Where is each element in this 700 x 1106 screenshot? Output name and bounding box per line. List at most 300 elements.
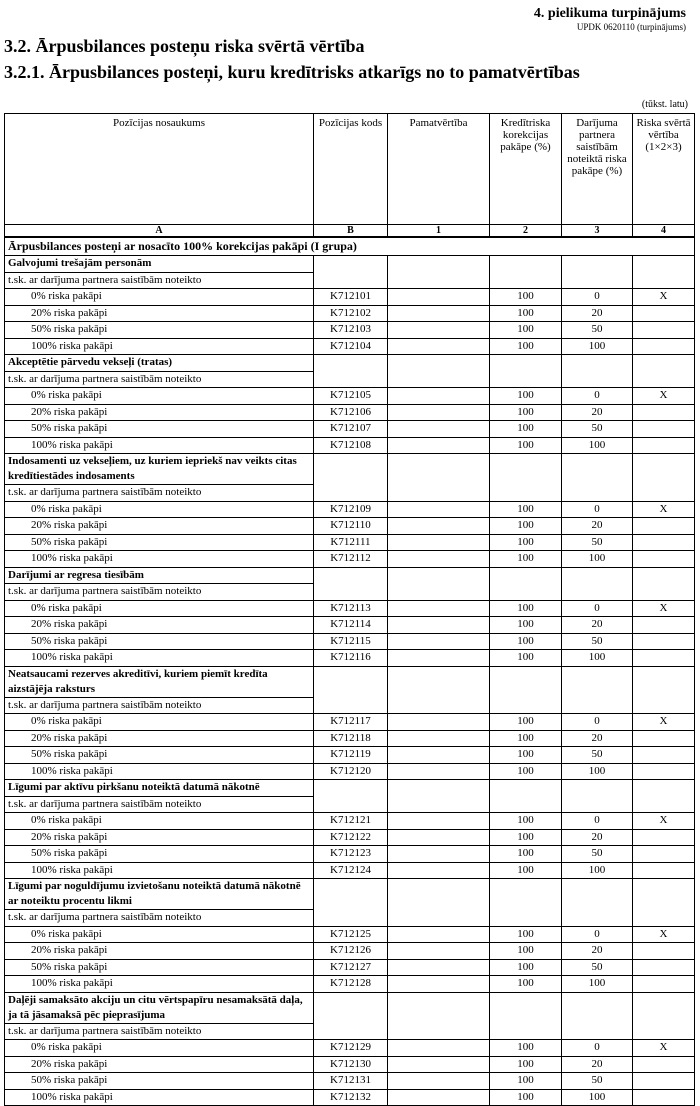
empty-cell xyxy=(633,910,695,927)
risk-level-label: 0% riska pakāpi xyxy=(5,600,314,617)
risk-level-label: 50% riska pakāpi xyxy=(5,959,314,976)
not-applicable-mark: X xyxy=(633,289,695,306)
correction-value: 100 xyxy=(490,959,562,976)
position-code: K712123 xyxy=(314,846,388,863)
table-row xyxy=(5,714,695,731)
position-code: K712128 xyxy=(314,976,388,993)
table-row xyxy=(5,763,695,780)
position-code: K712121 xyxy=(314,813,388,830)
partner-risk-weight: 0 xyxy=(562,813,633,830)
correction-value: 100 xyxy=(490,943,562,960)
risk-level-label: 0% riska pakāpi xyxy=(5,1040,314,1057)
section-heading: 3.2. Ārpusbilances posteņu riska svērtā vērtība xyxy=(4,36,365,56)
empty-cell xyxy=(388,355,490,372)
table-row xyxy=(5,322,695,339)
correction-value: 100 xyxy=(490,813,562,830)
table-row xyxy=(5,846,695,863)
empty-cell xyxy=(490,992,562,1023)
sub-label: t.sk. ar darījuma partnera saistībām noteikto xyxy=(5,796,314,813)
correction-value: 100 xyxy=(490,763,562,780)
col-header-partner-risk: Darījuma partnera saistībām noteiktā riska pakāpe (%) xyxy=(562,114,633,225)
not-applicable-mark: X xyxy=(633,388,695,405)
empty-cell xyxy=(490,371,562,388)
empty-cell xyxy=(314,666,388,697)
empty-cell xyxy=(490,796,562,813)
table-row xyxy=(5,501,695,518)
position-code: K712114 xyxy=(314,617,388,634)
subtotal-label-row xyxy=(5,584,695,601)
empty-cell xyxy=(388,454,490,485)
position-code: K712118 xyxy=(314,730,388,747)
base-value-cell[interactable] xyxy=(388,747,490,764)
group-title: Neatsaucami rezerves akreditīvi, kuriem piemīt kredīta aizstājēja raksturs xyxy=(5,666,314,697)
base-value-cell[interactable] xyxy=(388,813,490,830)
position-code: K712132 xyxy=(314,1089,388,1106)
col-letter: 3 xyxy=(562,225,633,238)
col-letter: 2 xyxy=(490,225,562,238)
risk-level-label: 50% riska pakāpi xyxy=(5,633,314,650)
partner-risk-weight: 50 xyxy=(562,1073,633,1090)
group-title: Līgumi par aktīvu pirkšanu noteiktā datumā nākotnē xyxy=(5,780,314,797)
group-title: Līgumi par noguldījumu izvietošanu noteiktā datumā nākotnē ar noteiktu procentu likmi xyxy=(5,879,314,910)
empty-cell xyxy=(562,992,633,1023)
position-code: K712125 xyxy=(314,926,388,943)
empty-cell xyxy=(562,371,633,388)
position-code: K712130 xyxy=(314,1056,388,1073)
base-value-cell[interactable] xyxy=(388,518,490,535)
header-row xyxy=(5,114,695,225)
empty-cell xyxy=(490,485,562,502)
group-title-row xyxy=(5,992,695,1023)
section-title: Ārpusbilances posteņi ar nosacīto 100% korekcijas pakāpi (I grupa) xyxy=(5,237,695,256)
empty-cell xyxy=(633,256,695,273)
correction-value: 100 xyxy=(490,437,562,454)
correction-value: 100 xyxy=(490,338,562,355)
empty-cell xyxy=(633,567,695,584)
group-title-row xyxy=(5,666,695,697)
table-row xyxy=(5,534,695,551)
risk-level-label: 50% riska pakāpi xyxy=(5,421,314,438)
not-applicable-mark: X xyxy=(633,600,695,617)
empty-cell xyxy=(633,879,695,910)
correction-value: 100 xyxy=(490,322,562,339)
weighted-value-cell[interactable] xyxy=(633,650,695,667)
group-title-row xyxy=(5,256,695,273)
table-row xyxy=(5,1089,695,1106)
empty-cell xyxy=(562,256,633,273)
empty-cell xyxy=(314,992,388,1023)
position-code: K712129 xyxy=(314,1040,388,1057)
partner-risk-weight: 20 xyxy=(562,518,633,535)
not-applicable-mark: X xyxy=(633,813,695,830)
empty-cell xyxy=(388,992,490,1023)
risk-level-label: 50% riska pakāpi xyxy=(5,1073,314,1090)
weighted-value-cell[interactable] xyxy=(633,976,695,993)
correction-value: 100 xyxy=(490,1056,562,1073)
table-row xyxy=(5,617,695,634)
weighted-value-cell[interactable] xyxy=(633,959,695,976)
base-value-cell[interactable] xyxy=(388,501,490,518)
risk-level-label: 0% riska pakāpi xyxy=(5,714,314,731)
position-code: K712108 xyxy=(314,437,388,454)
weighted-value-cell[interactable] xyxy=(633,305,695,322)
base-value-cell[interactable] xyxy=(388,600,490,617)
weighted-value-cell[interactable] xyxy=(633,421,695,438)
table-row xyxy=(5,926,695,943)
partner-risk-weight: 50 xyxy=(562,633,633,650)
correction-value: 100 xyxy=(490,862,562,879)
risk-level-label: 100% riska pakāpi xyxy=(5,437,314,454)
base-value-cell[interactable] xyxy=(388,551,490,568)
risk-level-label: 100% riska pakāpi xyxy=(5,763,314,780)
correction-value: 100 xyxy=(490,714,562,731)
weighted-value-cell[interactable] xyxy=(633,943,695,960)
empty-cell xyxy=(314,780,388,797)
partner-risk-weight: 100 xyxy=(562,437,633,454)
empty-cell xyxy=(388,1023,490,1040)
empty-cell xyxy=(388,910,490,927)
empty-cell xyxy=(562,697,633,714)
table-row xyxy=(5,338,695,355)
table-row xyxy=(5,976,695,993)
correction-value: 100 xyxy=(490,926,562,943)
correction-value: 100 xyxy=(490,730,562,747)
empty-cell xyxy=(388,256,490,273)
correction-value: 100 xyxy=(490,633,562,650)
risk-level-label: 0% riska pakāpi xyxy=(5,813,314,830)
empty-cell xyxy=(388,272,490,289)
sub-label: t.sk. ar darījuma partnera saistībām noteikto xyxy=(5,910,314,927)
position-code: K712106 xyxy=(314,404,388,421)
empty-cell xyxy=(633,454,695,485)
partner-risk-weight: 50 xyxy=(562,747,633,764)
position-code: K712113 xyxy=(314,600,388,617)
base-value-cell[interactable] xyxy=(388,437,490,454)
partner-risk-weight: 100 xyxy=(562,763,633,780)
risk-level-label: 100% riska pakāpi xyxy=(5,551,314,568)
base-value-cell[interactable] xyxy=(388,1040,490,1057)
empty-cell xyxy=(314,879,388,910)
empty-cell xyxy=(314,272,388,289)
correction-value: 100 xyxy=(490,289,562,306)
base-value-cell[interactable] xyxy=(388,829,490,846)
empty-cell xyxy=(633,272,695,289)
group-title-row xyxy=(5,567,695,584)
empty-cell xyxy=(633,780,695,797)
empty-cell xyxy=(633,796,695,813)
partner-risk-weight: 0 xyxy=(562,600,633,617)
table-row xyxy=(5,747,695,764)
base-value-cell[interactable] xyxy=(388,730,490,747)
risk-level-label: 100% riska pakāpi xyxy=(5,1089,314,1106)
empty-cell xyxy=(314,355,388,372)
correction-value: 100 xyxy=(490,846,562,863)
units-note: (tūkst. latu) xyxy=(641,99,688,110)
position-code: K712103 xyxy=(314,322,388,339)
empty-cell xyxy=(388,485,490,502)
group-title-row xyxy=(5,780,695,797)
sub-label: t.sk. ar darījuma partnera saistībām noteikto xyxy=(5,697,314,714)
partner-risk-weight: 0 xyxy=(562,388,633,405)
base-value-cell[interactable] xyxy=(388,976,490,993)
partner-risk-weight: 20 xyxy=(562,305,633,322)
empty-cell xyxy=(490,780,562,797)
position-code: K712117 xyxy=(314,714,388,731)
weighted-value-cell[interactable] xyxy=(633,747,695,764)
correction-value: 100 xyxy=(490,388,562,405)
empty-cell xyxy=(562,666,633,697)
weighted-value-cell[interactable] xyxy=(633,338,695,355)
risk-level-label: 20% riska pakāpi xyxy=(5,1056,314,1073)
weighted-value-cell[interactable] xyxy=(633,846,695,863)
correction-value: 100 xyxy=(490,518,562,535)
col-header-correction: Kredītriska korekcijas pakāpe (%) xyxy=(490,114,562,225)
empty-cell xyxy=(388,567,490,584)
weighted-value-cell[interactable] xyxy=(633,518,695,535)
empty-cell xyxy=(314,454,388,485)
table-row xyxy=(5,633,695,650)
empty-cell xyxy=(388,697,490,714)
risk-level-label: 0% riska pakāpi xyxy=(5,926,314,943)
base-value-cell[interactable] xyxy=(388,1089,490,1106)
empty-cell xyxy=(314,371,388,388)
base-value-cell[interactable] xyxy=(388,617,490,634)
empty-cell xyxy=(314,256,388,273)
position-code: K712102 xyxy=(314,305,388,322)
weighted-value-cell[interactable] xyxy=(633,633,695,650)
risk-level-label: 100% riska pakāpi xyxy=(5,650,314,667)
base-value-cell[interactable] xyxy=(388,289,490,306)
base-value-cell[interactable] xyxy=(388,943,490,960)
section-row xyxy=(5,237,695,256)
group-title: Daļēji samaksāto akciju un citu vērtspapīru nesamaksātā daļa, ja tā jāsamaksā pēc pieprasījuma xyxy=(5,992,314,1023)
weighted-value-cell[interactable] xyxy=(633,617,695,634)
subtotal-label-row xyxy=(5,485,695,502)
empty-cell xyxy=(562,780,633,797)
base-value-cell[interactable] xyxy=(388,650,490,667)
base-value-cell[interactable] xyxy=(388,305,490,322)
correction-value: 100 xyxy=(490,600,562,617)
weighted-value-cell[interactable] xyxy=(633,763,695,780)
position-code: K712111 xyxy=(314,534,388,551)
correction-value: 100 xyxy=(490,551,562,568)
correction-value: 100 xyxy=(490,829,562,846)
col-header-code: Pozīcijas kods xyxy=(314,114,388,225)
correction-value: 100 xyxy=(490,1089,562,1106)
risk-level-label: 20% riska pakāpi xyxy=(5,518,314,535)
risk-level-label: 20% riska pakāpi xyxy=(5,829,314,846)
empty-cell xyxy=(490,256,562,273)
position-code: K712104 xyxy=(314,338,388,355)
col-letter: 1 xyxy=(388,225,490,238)
subtotal-label-row xyxy=(5,1023,695,1040)
base-value-cell[interactable] xyxy=(388,1056,490,1073)
partner-risk-weight: 20 xyxy=(562,829,633,846)
table-row xyxy=(5,829,695,846)
empty-cell xyxy=(633,355,695,372)
subsection-heading: 3.2.1. Ārpusbilances posteņi, kuru kredītrisks atkarīgs no to pamatvērtības xyxy=(4,62,580,82)
correction-value: 100 xyxy=(490,976,562,993)
not-applicable-mark: X xyxy=(633,501,695,518)
letters-row xyxy=(5,225,695,238)
risk-level-label: 20% riska pakāpi xyxy=(5,617,314,634)
base-value-cell[interactable] xyxy=(388,404,490,421)
empty-cell xyxy=(490,879,562,910)
empty-cell xyxy=(490,910,562,927)
correction-value: 100 xyxy=(490,305,562,322)
table-row xyxy=(5,730,695,747)
partner-risk-weight: 20 xyxy=(562,1056,633,1073)
position-code: K712131 xyxy=(314,1073,388,1090)
weighted-value-cell[interactable] xyxy=(633,322,695,339)
table-row xyxy=(5,600,695,617)
empty-cell xyxy=(562,584,633,601)
risk-level-label: 50% riska pakāpi xyxy=(5,322,314,339)
empty-cell xyxy=(314,697,388,714)
position-code: K712109 xyxy=(314,501,388,518)
empty-cell xyxy=(562,1023,633,1040)
empty-cell xyxy=(490,567,562,584)
empty-cell xyxy=(633,1023,695,1040)
risk-level-label: 20% riska pakāpi xyxy=(5,943,314,960)
empty-cell xyxy=(633,992,695,1023)
not-applicable-mark: X xyxy=(633,714,695,731)
weighted-value-cell[interactable] xyxy=(633,829,695,846)
position-code: K712107 xyxy=(314,421,388,438)
base-value-cell[interactable] xyxy=(388,322,490,339)
empty-cell xyxy=(490,1023,562,1040)
position-code: K712120 xyxy=(314,763,388,780)
table-row xyxy=(5,1040,695,1057)
base-value-cell[interactable] xyxy=(388,714,490,731)
base-value-cell[interactable] xyxy=(388,926,490,943)
position-code: K712119 xyxy=(314,747,388,764)
empty-cell xyxy=(490,454,562,485)
annex-header xyxy=(534,6,686,33)
table-row xyxy=(5,1056,695,1073)
empty-cell xyxy=(633,584,695,601)
correction-value: 100 xyxy=(490,404,562,421)
correction-value: 100 xyxy=(490,747,562,764)
empty-cell xyxy=(633,485,695,502)
empty-cell xyxy=(633,371,695,388)
group-title-row xyxy=(5,355,695,372)
position-code: K712124 xyxy=(314,862,388,879)
risk-level-label: 20% riska pakāpi xyxy=(5,404,314,421)
col-header-name: Pozīcijas nosaukums xyxy=(5,114,314,225)
partner-risk-weight: 50 xyxy=(562,846,633,863)
base-value-cell[interactable] xyxy=(388,862,490,879)
base-value-cell[interactable] xyxy=(388,388,490,405)
correction-value: 100 xyxy=(490,1040,562,1057)
position-code: K712110 xyxy=(314,518,388,535)
partner-risk-weight: 100 xyxy=(562,976,633,993)
table-row xyxy=(5,862,695,879)
annex-code: UPDK 0620110 (turpinājums) xyxy=(576,22,686,32)
base-value-cell[interactable] xyxy=(388,1073,490,1090)
weighted-value-cell[interactable] xyxy=(633,551,695,568)
empty-cell xyxy=(388,796,490,813)
empty-cell xyxy=(562,272,633,289)
sub-label: t.sk. ar darījuma partnera saistībām noteikto xyxy=(5,584,314,601)
risk-level-label: 0% riska pakāpi xyxy=(5,289,314,306)
annex-title: 4. pielikuma turpinājums xyxy=(533,6,686,21)
empty-cell xyxy=(388,371,490,388)
weighted-value-cell[interactable] xyxy=(633,534,695,551)
correction-value: 100 xyxy=(490,501,562,518)
partner-risk-weight: 50 xyxy=(562,322,633,339)
group-title: Indosamenti uz vekseļiem, uz kuriem iepriekš nav veikts citas kredītiestādes indosaments xyxy=(5,454,314,485)
sub-label: t.sk. ar darījuma partnera saistībām noteikto xyxy=(5,371,314,388)
table-row xyxy=(5,388,695,405)
correction-value: 100 xyxy=(490,650,562,667)
empty-cell xyxy=(562,355,633,372)
risk-level-label: 100% riska pakāpi xyxy=(5,338,314,355)
weighted-value-cell[interactable] xyxy=(633,1073,695,1090)
weighted-value-cell[interactable] xyxy=(633,730,695,747)
empty-cell xyxy=(562,567,633,584)
partner-risk-weight: 100 xyxy=(562,1089,633,1106)
col-header-weighted-value: Riska svērtā vērtība (1×2×3) xyxy=(633,114,695,225)
partner-risk-weight: 20 xyxy=(562,730,633,747)
col-letter: 4 xyxy=(633,225,695,238)
partner-risk-weight: 100 xyxy=(562,650,633,667)
weighted-value-cell[interactable] xyxy=(633,1089,695,1106)
sub-label: t.sk. ar darījuma partnera saistībām noteikto xyxy=(5,485,314,502)
group-title-row xyxy=(5,879,695,910)
weighted-value-cell[interactable] xyxy=(633,437,695,454)
base-value-cell[interactable] xyxy=(388,338,490,355)
table-row xyxy=(5,289,695,306)
risk-level-label: 50% riska pakāpi xyxy=(5,747,314,764)
partner-risk-weight: 100 xyxy=(562,338,633,355)
group-title-row xyxy=(5,454,695,485)
base-value-cell[interactable] xyxy=(388,633,490,650)
table-row xyxy=(5,437,695,454)
table-row xyxy=(5,305,695,322)
weighted-value-cell[interactable] xyxy=(633,862,695,879)
subtotal-label-row xyxy=(5,371,695,388)
col-letter: A xyxy=(5,225,314,238)
base-value-cell[interactable] xyxy=(388,959,490,976)
base-value-cell[interactable] xyxy=(388,534,490,551)
correction-value: 100 xyxy=(490,421,562,438)
empty-cell xyxy=(388,666,490,697)
risk-level-label: 0% riska pakāpi xyxy=(5,501,314,518)
table-row xyxy=(5,551,695,568)
weighted-value-cell[interactable] xyxy=(633,404,695,421)
partner-risk-weight: 20 xyxy=(562,617,633,634)
correction-value: 100 xyxy=(490,1073,562,1090)
weighted-value-cell[interactable] xyxy=(633,1056,695,1073)
sub-label: t.sk. ar darījuma partnera saistībām noteikto xyxy=(5,272,314,289)
base-value-cell[interactable] xyxy=(388,421,490,438)
empty-cell xyxy=(562,910,633,927)
group-title: Darījumi ar regresa tiesībām xyxy=(5,567,314,584)
base-value-cell[interactable] xyxy=(388,846,490,863)
empty-cell xyxy=(388,584,490,601)
partner-risk-weight: 100 xyxy=(562,862,633,879)
position-code: K712101 xyxy=(314,289,388,306)
risk-level-label: 50% riska pakāpi xyxy=(5,534,314,551)
empty-cell xyxy=(388,780,490,797)
partner-risk-weight: 50 xyxy=(562,959,633,976)
empty-cell xyxy=(314,910,388,927)
empty-cell xyxy=(314,796,388,813)
position-code: K712116 xyxy=(314,650,388,667)
base-value-cell[interactable] xyxy=(388,763,490,780)
empty-cell xyxy=(490,666,562,697)
